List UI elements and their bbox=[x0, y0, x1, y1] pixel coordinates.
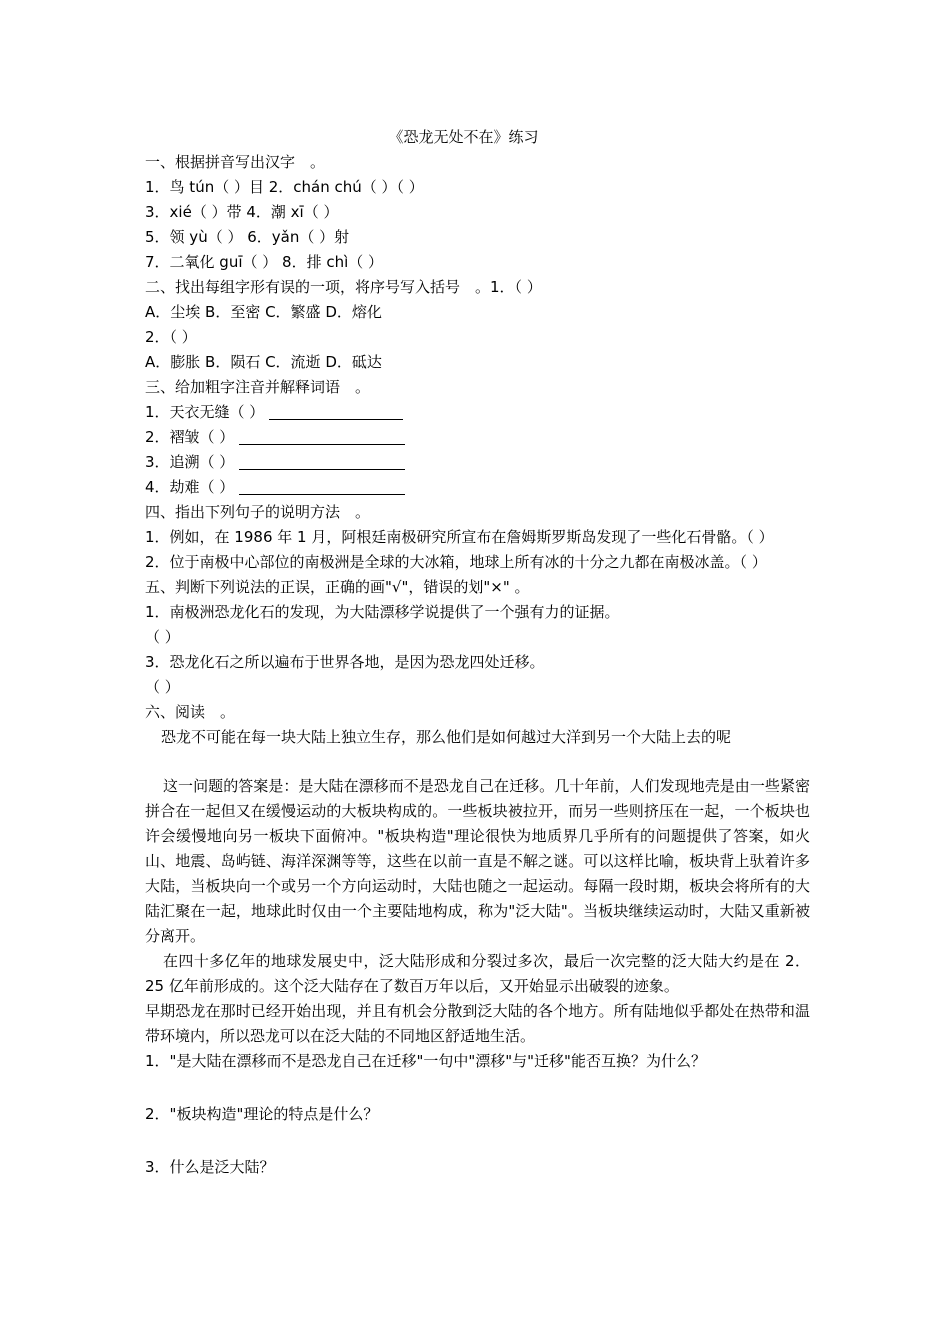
item-label: 2．褶皱（ ） bbox=[145, 428, 235, 446]
pinyin-item: 5．领 yù（ ） 6．yǎn（ ）射 bbox=[145, 228, 350, 246]
item-label: 4．劫难（ ） bbox=[145, 478, 235, 496]
section-6-heading: 六、阅读 。 bbox=[145, 703, 236, 721]
judgement-answer: （ ） bbox=[145, 678, 180, 696]
section-4-heading: 四、指出下列句子的说明方法 。 bbox=[145, 503, 371, 521]
pinyin-item: 3．xié（ ）带 4．潮 xī（ ） bbox=[145, 203, 339, 221]
annotation-item bbox=[145, 450, 810, 475]
choice-options: A．尘埃 B．至密 C．繁盛 D．熔化 bbox=[145, 303, 382, 321]
reading-question: 1．"是大陆在漂移而不是恐龙自己在迁移"一句中"漂移"与"迁移"能否互换？为什么？ bbox=[145, 1052, 706, 1070]
answer-blank[interactable] bbox=[239, 427, 405, 445]
choice-options: A．膨胀 B．陨石 C．流逝 D．砥达 bbox=[145, 353, 382, 371]
sentence-question: 2．位于南极中心部位的南极洲是全球的大冰箱，地球上所有冰的十分之九都在南极冰盖。（ ） bbox=[145, 553, 767, 571]
worksheet bbox=[145, 124, 810, 1180]
section-3-heading: 三、给加粗字注音并解释词语 。 bbox=[145, 378, 371, 396]
item-label: 3．追溯（ ） bbox=[145, 453, 235, 471]
section-5-heading: 五、判断下列说法的正误，正确的画"√"，错误的划"×" 。 bbox=[145, 578, 530, 596]
answer-blank[interactable] bbox=[239, 477, 405, 495]
reading-question: 3．什么是泛大陆？ bbox=[145, 1158, 275, 1176]
sentence-question: 1．例如，在 1986 年 1 月，阿根廷南极研究所宣布在詹姆斯罗斯岛发现了一些化石骨骼。（ ） bbox=[145, 528, 774, 546]
reading-paragraph: 恐龙不可能在每一块大陆上独立生存，那么他们是如何越过大洋到另一个大陆上去的呢 bbox=[161, 728, 732, 746]
section-2-heading: 二、找出每组字形有误的一项，将序号写入括号 。1．（ ） bbox=[145, 278, 542, 296]
reading-question: 2．"板块构造"理论的特点是什么？ bbox=[145, 1105, 379, 1123]
annotation-item bbox=[145, 425, 810, 450]
judgement-statement: 1．南极洲恐龙化石的发现，为大陆漂移学说提供了一个强有力的证据。 bbox=[145, 603, 620, 621]
pinyin-item: 7．二氧化 guī（ ） 8．排 chì（ ） bbox=[145, 253, 384, 271]
annotation-item bbox=[145, 400, 810, 425]
question-number: 2．（ ） bbox=[145, 328, 197, 346]
judgement-answer: （ ） bbox=[145, 628, 180, 646]
reading-paragraph: 早期恐龙在那时已经开始出现，并且有机会分散到泛大陆的各个地方。所有陆地似乎都处在热带和温带环境内，所以恐龙可以在泛大陆的不同地区舒适地生活。 bbox=[145, 1002, 810, 1045]
answer-blank[interactable] bbox=[269, 402, 403, 420]
page-title: 《恐龙无处不在》练习 bbox=[388, 128, 539, 146]
reading-paragraph: 这一问题的答案是：是大陆在漂移而不是恐龙自己在迁移。几十年前，人们发现地壳是由一些紧密拼合在一起但又在缓慢运动的大板块构成的。一些板块被拉开，而另一些则挤压在一起，一个板块也许会缓慢地向另一板块下面俯冲。"板块构造"理论很快为地质界几乎所有的问题提供了答案，如火山、地震、岛屿链、海洋深渊等等，这些在以前一直是不解之谜。可以这样比喻，板块背上驮着许多大陆，当板块向一个或另一个方向运动时，大陆也随之一起运动。每隔一段时期，板块会将所有的大陆汇聚在一起，地球此时仅由一个主要陆地构成，称为"泛大陆"。当板块继续运动时，大陆又重新被分离开。 bbox=[145, 777, 810, 945]
reading-paragraph: 在四十多亿年的地球发展史中，泛大陆形成和分裂过多次，最后一次完整的泛大陆大约是在 2．25 亿年前形成的。这个泛大陆存在了数百万年以后，又开始显示出破裂的迹象。 bbox=[145, 952, 810, 995]
section-1-heading: 一、根据拼音写出汉字 。 bbox=[145, 153, 326, 171]
answer-blank[interactable] bbox=[239, 452, 405, 470]
judgement-statement: 3．恐龙化石之所以遍布于世界各地，是因为恐龙四处迁移。 bbox=[145, 653, 545, 671]
pinyin-item: 1．鸟 tún（ ）目 2．chán chú（ ）（ ） bbox=[145, 178, 424, 196]
item-label: 1．天衣无缝（ ） bbox=[145, 403, 265, 421]
annotation-item bbox=[145, 475, 810, 500]
